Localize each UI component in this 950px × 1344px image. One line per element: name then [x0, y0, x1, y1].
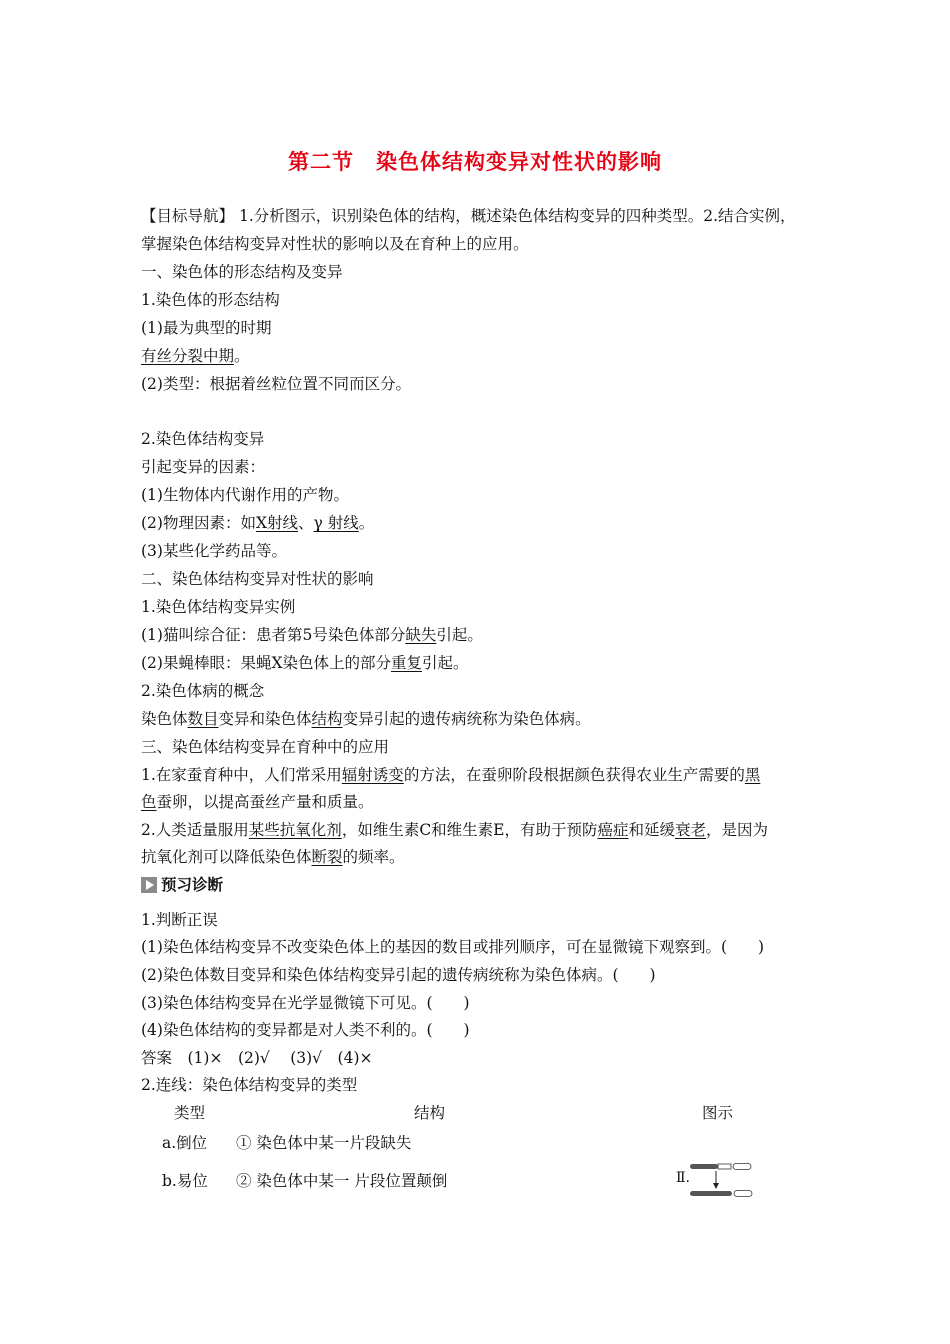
application-2-line-2: 抗氧化剂可以降低染色体断裂的频率。 — [141, 848, 405, 866]
question-2: 2.连线：染色体结构变异的类型 — [141, 1076, 358, 1094]
chromosome-bottom — [690, 1191, 752, 1197]
goal-line-2: 掌握染色体结构变异对性状的影响以及在育种上的应用。 — [141, 235, 529, 253]
row-1-structure: ① 染色体中某一片段缺失 — [236, 1134, 412, 1152]
play-arrow-icon — [141, 877, 157, 893]
section-2-sub-1: 1.染色体结构变异实例 — [141, 598, 296, 616]
down-arrow-icon — [713, 1171, 719, 1189]
figure-label: Ⅱ. — [676, 1170, 690, 1186]
chromosome-top — [690, 1164, 751, 1170]
application-1-line-1: 1.在家蚕育种中，人们常采用辐射诱变的方法，在蚕卵阶段根据颜色获得农业生产需要的黑 — [141, 766, 761, 784]
page-title: 第二节 染色体结构变异对性状的影响 — [288, 150, 662, 174]
question-1: 1.判断正误 — [141, 911, 218, 929]
section-1-item-1: (1)最为典型的时期 — [141, 319, 272, 337]
section-3-heading: 三、染色体结构变异在育种中的应用 — [141, 738, 390, 756]
factor-3: (3)某些化学药品等。 — [141, 542, 287, 560]
section-1-answer-1: 有丝分裂中期。 — [141, 347, 250, 365]
column-header-figure: 图示 — [702, 1104, 734, 1122]
row-2-structure: ② 染色体中某一 片段位置颠倒 — [236, 1172, 448, 1190]
section-1-sub-2: 2.染色体结构变异 — [141, 430, 265, 448]
row-1-type: a.倒位 — [162, 1134, 208, 1152]
section-1-sub-1: 1.染色体的形态结构 — [141, 291, 280, 309]
definition: 染色体数目变异和染色体结构变异引起的遗传病统称为染色体病。 — [141, 710, 591, 728]
answer-line: 答案 (1)× (2)√ (3)√ (4)× — [141, 1049, 373, 1067]
application-2-line-1: 2.人类适量服用某些抗氧化剂，如维生素C和维生素E，有助于预防癌症和延缓衰老，是因为 — [141, 821, 769, 839]
example-1: (1)猫叫综合征：患者第5号染色体部分缺失引起。 — [141, 626, 483, 644]
factor-2: (2)物理因素：如X射线、γ 射线。 — [141, 514, 375, 532]
judgement-2: (2)染色体数目变异和染色体结构变异引起的遗传病统称为染色体病。( ) — [141, 966, 656, 984]
application-1-line-2: 色蚕卵，以提高蚕丝产量和质量。 — [141, 793, 374, 811]
chromosome-figure-ii — [676, 1161, 766, 1201]
section-2-sub-2: 2.染色体病的概念 — [141, 682, 265, 700]
example-2: (2)果蝇棒眼：果蝇X染色体上的部分重复引起。 — [141, 654, 469, 672]
factor-1: (1)生物体内代谢作用的产物。 — [141, 486, 349, 504]
section-1-item-2: (2)类型：根据着丝粒位置不同而区分。 — [141, 375, 411, 393]
judgement-1: (1)染色体结构变异不改变染色体上的基因的数目或排列顺序，可在显微镜下观察到。( ) — [141, 938, 765, 956]
goal-line-1: 【目标导航】 1.分析图示，识别染色体的结构，概述染色体结构变异的四种类型。2.结合实例， — [141, 207, 796, 225]
factors-label: 引起变异的因素： — [141, 458, 266, 476]
judgement-3: (3)染色体结构变异在光学显微镜下可见。( ) — [141, 994, 470, 1012]
row-2-type: b.易位 — [162, 1172, 208, 1190]
judgement-4: (4)染色体结构的变异都是对人类不利的。( ) — [141, 1021, 470, 1039]
goal-label: 【目标导航】 — [141, 207, 235, 225]
column-header-type: 类型 — [174, 1104, 206, 1122]
section-2-heading: 二、染色体结构变异对性状的影响 — [141, 570, 374, 588]
section-1-heading: 一、染色体的形态结构及变异 — [141, 263, 343, 281]
preview-header: 预习诊断 — [141, 875, 223, 895]
column-header-structure: 结构 — [414, 1104, 446, 1122]
